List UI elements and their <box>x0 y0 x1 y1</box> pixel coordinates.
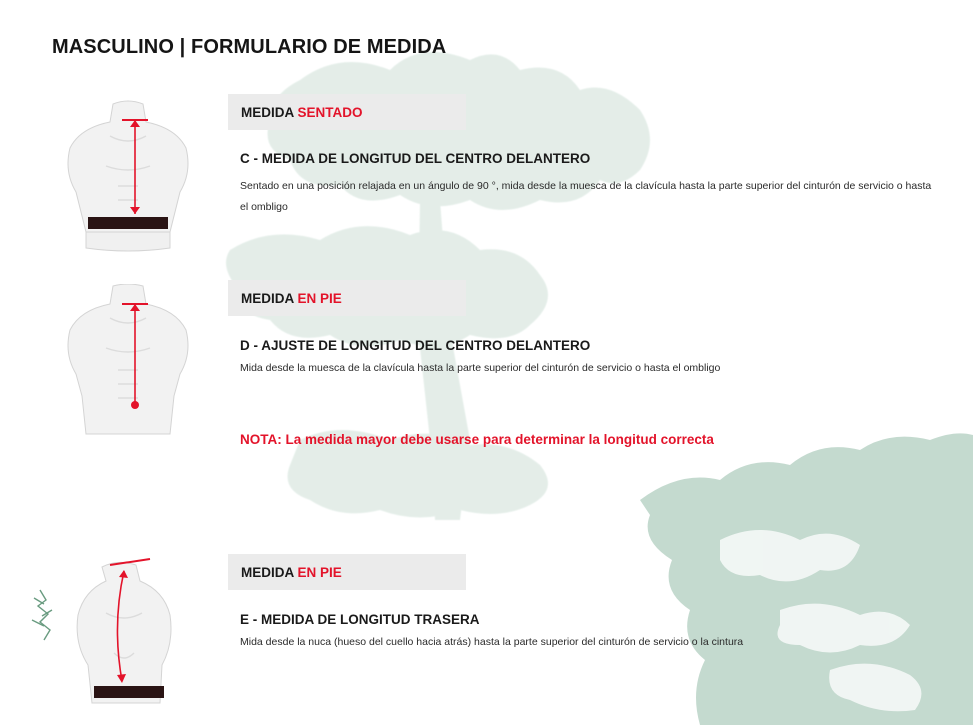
measure-label-prefix: MEDIDA <box>241 105 294 120</box>
page-title: MASCULINO | FORMULARIO DE MEDIDA <box>52 36 447 58</box>
measure-label-accent: EN PIE <box>297 291 342 306</box>
note-text: NOTA: La medida mayor debe usarse para determinar la longitud correcta <box>240 432 714 447</box>
measure-label-accent: EN PIE <box>297 565 342 580</box>
torso-front-seated-icon <box>58 96 198 252</box>
torso-front-standing-icon <box>58 284 198 440</box>
measure-label-standing-back <box>228 554 466 590</box>
measure-label-accent: SENTADO <box>297 105 363 120</box>
measure-label-standing <box>228 280 466 316</box>
section-description-d: Mida desde la muesca de la clavícula hasta la parte superior del cinturón de servicio o hasta el ombligo <box>240 362 721 374</box>
measure-label-prefix: MEDIDA <box>241 291 294 306</box>
measure-label-seated <box>228 94 466 130</box>
section-description-e: Mida desde la nuca (hueso del cuello hacia atrás) hasta la parte superior del cinturón de servicio o la cintura <box>240 636 744 648</box>
section-heading-e: E - MEDIDA DE LONGITUD TRASERA <box>240 612 480 627</box>
torso-back-standing-icon <box>66 553 176 718</box>
section-description-c: Sentado en una posición relajada en un ángulo de 90 °, mida desde la muesca de la clavícula hasta la parte superior del cinturón de servicio o hasta el ombligo <box>240 180 932 213</box>
section-heading-d: D - AJUSTE DE LONGITUD DEL CENTRO DELANTERO <box>240 338 591 353</box>
measure-label-prefix: MEDIDA <box>241 565 294 580</box>
section-heading-c: C - MEDIDA DE LONGITUD DEL CENTRO DELANTERO <box>240 151 591 166</box>
